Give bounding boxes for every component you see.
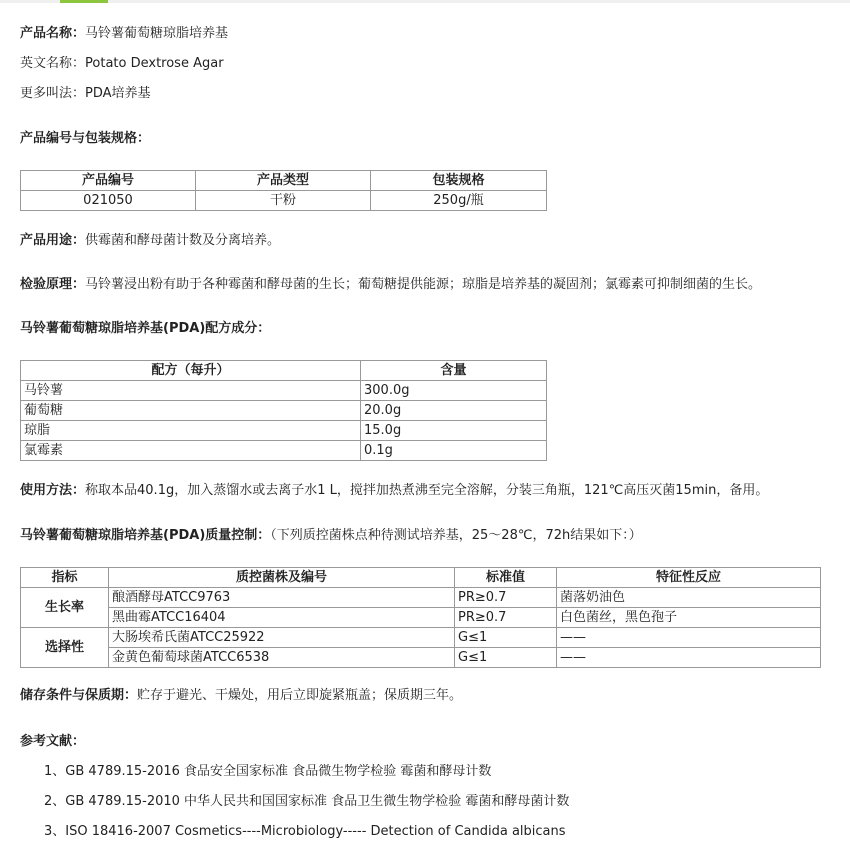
header-cell: 标准值 (455, 568, 557, 588)
header-cell: 产品编号 (21, 171, 196, 191)
alias-line (20, 85, 151, 103)
reference-item: 2、GB 4789.15-2010 中华人民共和国国家标准 食品卫生微生物学检验 霉菌和酵母菌计数 (44, 794, 570, 809)
formula-table (20, 360, 547, 461)
table-cell: G≤1 (455, 628, 557, 648)
table-header-row (21, 361, 547, 381)
table-cell: 黑曲霉ATCC16404 (109, 608, 455, 628)
table-cell: 干粉 (196, 191, 371, 211)
table-cell: G≤1 (455, 648, 557, 668)
reference-item: 1、GB 4789.15-2016 食品安全国家标准 食品微生物学检验 霉菌和酵母计数 (44, 764, 492, 779)
alias-value: PDA培养基 (85, 86, 151, 101)
group-label-cell: 生长率 (21, 588, 109, 628)
table-cell: 大肠埃希氏菌ATCC25922 (109, 628, 455, 648)
table-cell: 氯霉素 (21, 441, 361, 461)
principle-label: 检验原理： (20, 277, 86, 292)
table-row (21, 401, 547, 421)
table-header-row (21, 171, 547, 191)
table-row (21, 421, 547, 441)
alias-label: 更多叫法： (20, 86, 86, 101)
qc-table (20, 567, 821, 668)
table-row (21, 608, 821, 628)
storage-text: 贮存于避光、干燥处，用后立即旋紧瓶盖；保质期三年。 (137, 688, 463, 703)
table-row (21, 191, 547, 211)
table-cell: 0.1g (361, 441, 547, 461)
table-row (21, 628, 821, 648)
group-label-cell: 选择性 (21, 628, 109, 668)
qc-line (20, 527, 642, 545)
table-row (21, 441, 547, 461)
header-cell: 含量 (361, 361, 547, 381)
header-cell: 特征性反应 (557, 568, 821, 588)
reference-item: 3、ISO 18416-2007 Cosmetics----Microbiology----- Detection of Candida albicans (44, 824, 566, 839)
usage-text: 供霉菌和酵母菌计数及分离培养。 (85, 233, 281, 248)
header-cell: 产品类型 (196, 171, 371, 191)
table-cell: 金黄色葡萄球菌ATCC6538 (109, 648, 455, 668)
method-text: 称取本品40.1g，加入蒸馏水或去离子水1 L，搅拌加热煮沸至完全溶解，分装三角瓶，121℃高压灭菌15min，备用。 (85, 483, 769, 498)
table-row (21, 588, 821, 608)
table-cell: 15.0g (361, 421, 547, 441)
qc-note: （下列质控菌株点种待测试培养基，25～28℃，72h结果如下：） (270, 528, 642, 543)
spec-table (20, 170, 547, 211)
table-cell: PR≥0.7 (455, 608, 557, 628)
table-cell: PR≥0.7 (455, 588, 557, 608)
table-cell: —— (557, 628, 821, 648)
principle-line (20, 276, 761, 294)
english-name-label: 英文名称： (20, 56, 86, 71)
table-cell: 菌落奶油色 (557, 588, 821, 608)
product-name-value: 马铃薯葡萄糖琼脂培养基 (85, 26, 229, 41)
header-cell: 包装规格 (371, 171, 547, 191)
top-divider (0, 0, 850, 3)
storage-line (20, 687, 462, 705)
references-heading: 参考文献： (20, 734, 86, 749)
table-cell: 300.0g (361, 381, 547, 401)
english-name-value: Potato Dextrose Agar (85, 56, 224, 71)
header-cell: 质控菌株及编号 (109, 568, 455, 588)
english-name-line (20, 55, 224, 73)
table-header-row (21, 568, 821, 588)
method-label: 使用方法： (20, 483, 86, 498)
table-cell: 马铃薯 (21, 381, 361, 401)
header-cell: 指标 (21, 568, 109, 588)
method-line (20, 482, 768, 500)
product-name-label: 产品名称： (20, 26, 86, 41)
table-row (21, 381, 547, 401)
table-cell: 250g/瓶 (371, 191, 547, 211)
table-cell: 20.0g (361, 401, 547, 421)
storage-label: 储存条件与保质期： (20, 688, 138, 703)
active-tab-indicator (60, 0, 108, 3)
spec-heading: 产品编号与包装规格： (20, 131, 151, 146)
usage-label: 产品用途： (20, 233, 86, 248)
formula-heading: 马铃薯葡萄糖琼脂培养基(PDA)配方成分： (20, 321, 271, 336)
table-cell: 021050 (21, 191, 196, 211)
table-cell: 白色菌丝，黑色孢子 (557, 608, 821, 628)
product-name-line (20, 25, 228, 43)
usage-line (20, 232, 280, 250)
principle-text: 马铃薯浸出粉有助于各种霉菌和酵母菌的生长；葡萄糖提供能源；琼脂是培养基的凝固剂；氯霉素可抑制细菌的生长。 (85, 277, 762, 292)
table-cell: 酿酒酵母ATCC9763 (109, 588, 455, 608)
qc-label: 马铃薯葡萄糖琼脂培养基(PDA)质量控制： (20, 528, 271, 543)
table-row (21, 648, 821, 668)
header-cell: 配方（每升） (21, 361, 361, 381)
table-cell: 琼脂 (21, 421, 361, 441)
table-cell: 葡萄糖 (21, 401, 361, 421)
table-cell: —— (557, 648, 821, 668)
